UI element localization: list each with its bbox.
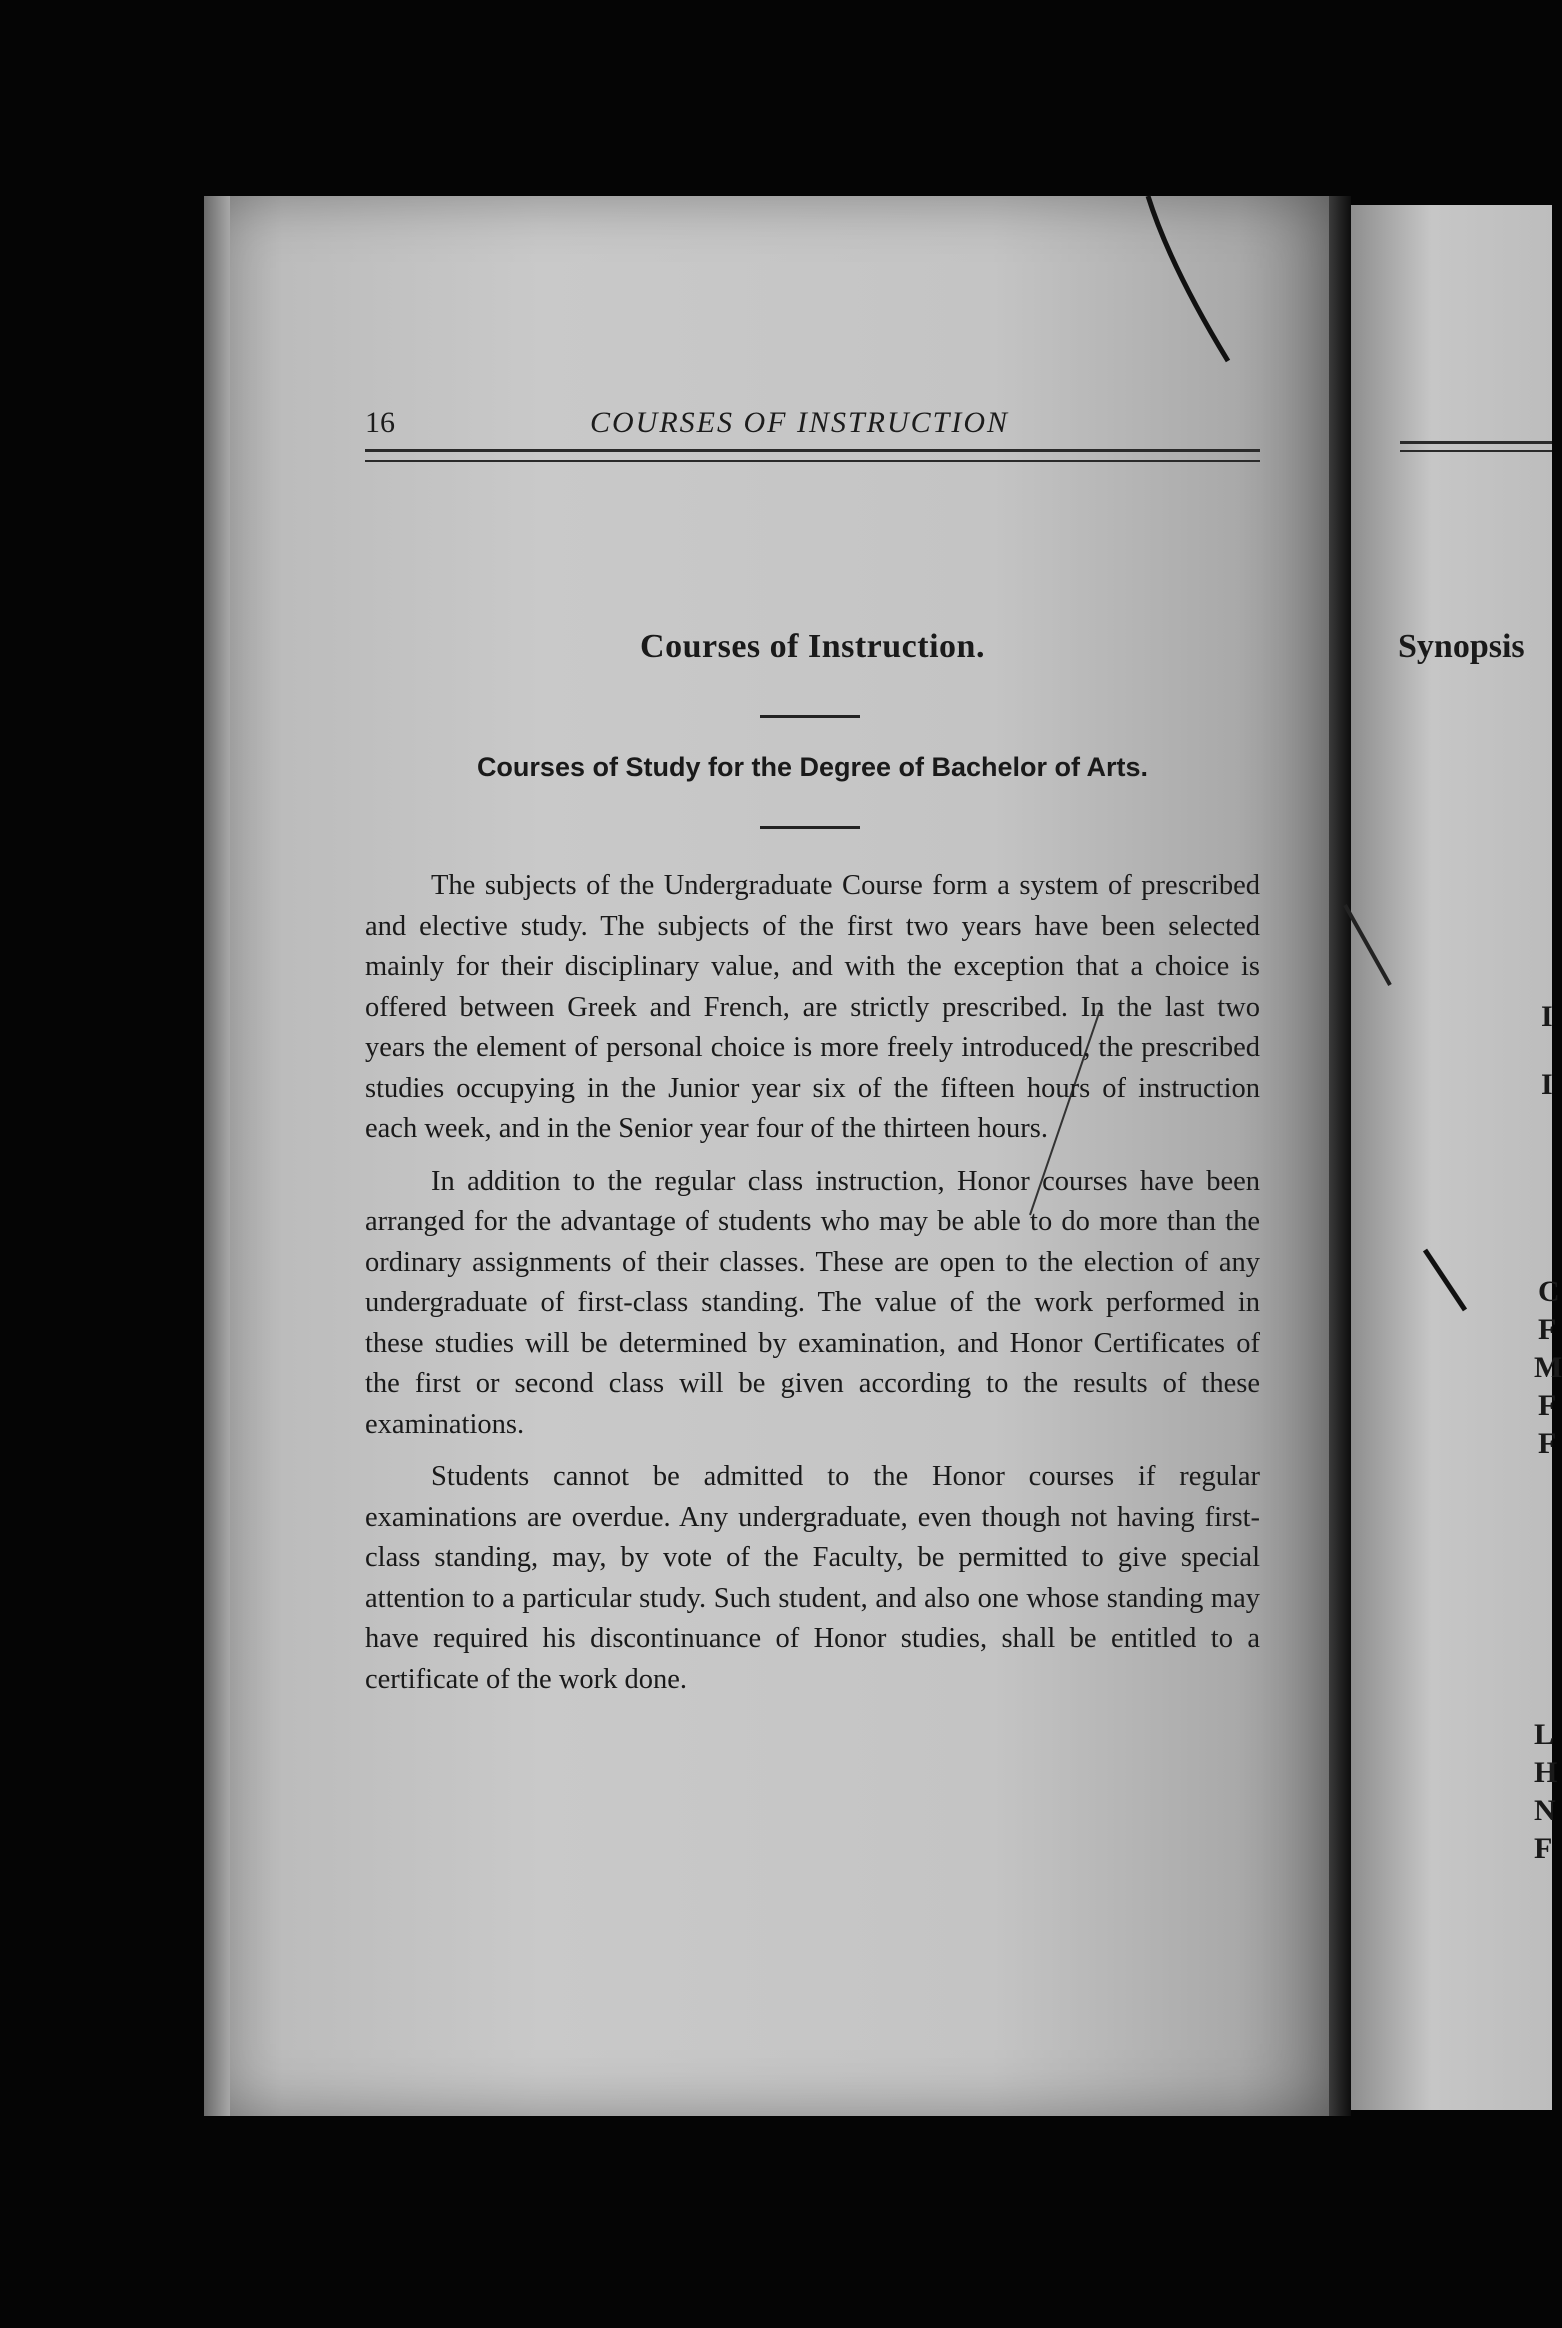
next-page-fragment: F	[1538, 1427, 1557, 1460]
body-text	[365, 866, 1260, 1712]
section-title: Courses of Instruction.	[640, 628, 985, 665]
page-edge	[204, 196, 230, 2116]
pencil-mark-right	[1345, 900, 1405, 990]
next-page-fragment: I	[1541, 1000, 1553, 1033]
paragraph-2: In addition to the regular class instruction, Honor courses have been arranged for the advantage of students who may be able to do more than the ordinary assignments of their classes. These are open to the election of any undergraduate of first-class standing. The value of the work performed in these studies will be determined by examination, and Honor Certificates of the first or second class will be given according to the results of these examinations.	[365, 1165, 1260, 1440]
next-page-fragment: M	[1534, 1351, 1562, 1384]
next-page-fragment: I	[1541, 1068, 1553, 1101]
pencil-mark-right-lower	[1420, 1240, 1480, 1320]
book-gutter	[1329, 196, 1351, 2116]
running-title: COURSES OF INSTRUCTION	[590, 406, 1010, 439]
next-page-fragment: F	[1538, 1389, 1557, 1422]
next-page-fragment: F	[1534, 1832, 1553, 1865]
book-page-right	[1351, 205, 1555, 2110]
next-page-fragment: H	[1534, 1756, 1558, 1789]
divider-rule-2	[760, 826, 860, 829]
pencil-mark-top	[1130, 196, 1250, 376]
page-number: 16	[365, 406, 395, 439]
divider-rule-1	[760, 715, 860, 718]
next-page-fragment: L	[1534, 1718, 1555, 1751]
paragraph-3: Students cannot be admitted to the Honor courses if regular examinations are overdue. Any undergraduate, even though not having first-class standing, may, by vote of the Faculty, be permitted to give special attention to a particular study. Such student, and also one whose standing may have required his discontinuance of Honor studies, shall be entitled to a certificate of the work done.	[365, 1461, 1260, 1695]
next-page-header-rule	[1400, 441, 1552, 452]
section-subtitle: Courses of Study for the Degree of Bachelor of Arts.	[476, 752, 1149, 782]
next-page-fragment: C	[1538, 1275, 1560, 1308]
paragraph-1: The subjects of the Undergraduate Course form a system of prescribed and elective study. The subjects of the first two years have been selected mainly for their disciplinary value, and with the exception that a choice is offered between Greek and French, are strictly prescribed. In the last two years the element of personal choice is more freely introduced, the prescribed studies occupying in the Junior year six of the fifteen hours of instruction each week, and in the Senior year four of the thirteen hours.	[365, 870, 1260, 1144]
next-page-fragment: F	[1538, 1313, 1557, 1346]
header-double-rule	[365, 449, 1260, 462]
next-page-fragment: N	[1534, 1794, 1556, 1827]
next-page-heading: Synopsis	[1398, 628, 1525, 665]
